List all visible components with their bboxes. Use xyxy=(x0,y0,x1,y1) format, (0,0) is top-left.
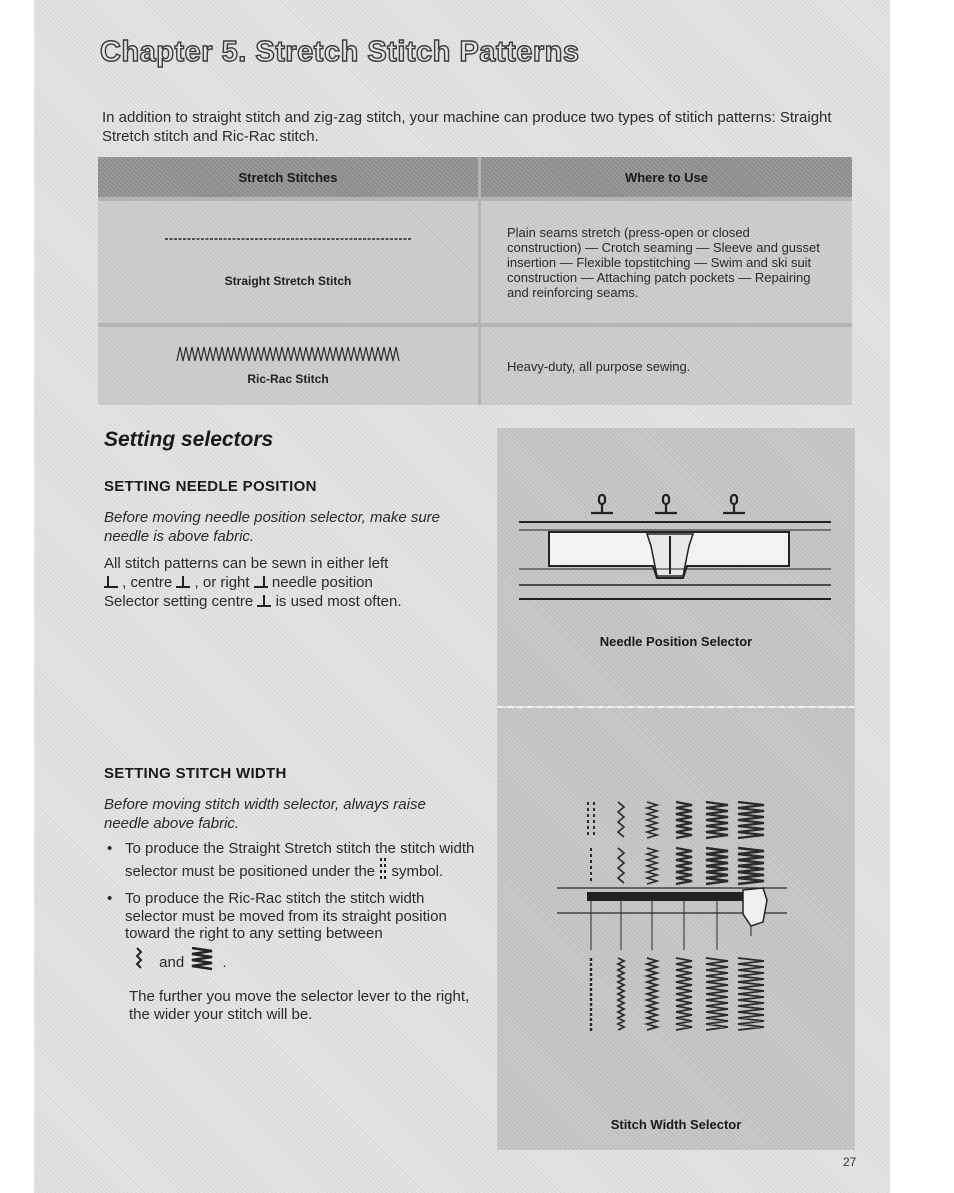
text-line: All stitch patterns can be sewn in either left xyxy=(104,555,389,572)
text-fragment: . xyxy=(222,953,227,971)
stitch-sample-cell xyxy=(98,325,480,405)
figure-caption: Needle Position Selector xyxy=(599,634,753,649)
needle-position-heading: SETTING NEEDLE POSITION xyxy=(104,478,317,495)
stitch-name: Straight Stretch Stitch xyxy=(224,274,352,288)
needle-centre-icon xyxy=(655,495,677,513)
text-fragment: needle position xyxy=(271,574,373,591)
needle-centre-icon xyxy=(257,593,271,608)
text-fragment: , centre xyxy=(122,574,173,591)
wide-zigzag-symbol-icon xyxy=(188,947,218,971)
stitch-width-heading: SETTING STITCH WIDTH xyxy=(104,765,287,782)
needle-selector-diagram xyxy=(497,428,855,706)
list-item xyxy=(104,840,476,880)
intro-paragraph: In addition to straight stitch and zig-zag stitch, your machine can produce two types of stitich patterns: Straight Stretch stitch and Ric-Rac stitch. xyxy=(102,109,832,145)
needle-left-icon xyxy=(591,495,613,513)
needle-position-note: Before moving needle position selector, make sure needle is above fabric. xyxy=(104,509,441,545)
needle-left-icon xyxy=(104,574,118,589)
page-number: 27 xyxy=(843,1155,857,1169)
straight-stretch-stitch-sample xyxy=(163,234,413,244)
table-header-stitches: Stretch Stitches xyxy=(98,157,480,199)
text-fragment: , or right xyxy=(194,574,250,591)
chapter-title: Chapter 5. Stretch Stitch Patterns xyxy=(100,36,580,68)
table-header-row xyxy=(98,157,852,199)
text-fragment: is used most often. xyxy=(275,593,402,610)
stretch-stitch-table xyxy=(98,157,852,405)
table-row xyxy=(98,325,852,405)
text-fragment: To produce the Straight Stretch stitch the stitch width selector must be positioned under the xyxy=(125,840,475,880)
needle-right-icon xyxy=(723,495,745,513)
bullet-icon: • xyxy=(107,840,113,857)
ric-rac-stitch-sample xyxy=(163,344,413,364)
text-fragment: symbol. xyxy=(391,862,444,880)
narrow-zigzag-symbol-icon xyxy=(125,947,155,971)
list-item xyxy=(104,890,476,971)
bullet-icon: • xyxy=(107,890,113,907)
needle-centre-icon xyxy=(176,574,190,589)
stitch-sample-cell xyxy=(98,199,480,325)
stitch-use-text: Plain seams stretch (press-open or closed construction) — Crotch seaming — Sleeve and gusset insertion — Flexible topstitching — Swim and ski suit construction — Attaching patch pockets — Repairing and reinforcing seams. xyxy=(480,199,853,325)
figure-caption: Stitch Width Selector xyxy=(610,1117,742,1132)
text-fragment: and xyxy=(159,953,185,971)
needle-position-paragraph xyxy=(104,554,468,611)
needle-right-icon xyxy=(254,574,268,589)
table-row xyxy=(98,199,852,325)
stitch-width-instructions xyxy=(104,840,476,981)
needle-position-selector-figure xyxy=(497,428,855,706)
stitch-use-text: Heavy-duty, all purpose sewing. xyxy=(480,325,853,405)
stitch-name: Ric-Rac Stitch xyxy=(247,372,329,386)
text-fragment: Selector setting centre xyxy=(104,593,254,610)
section-title: Setting selectors xyxy=(104,428,274,451)
stitch-width-selector-figure xyxy=(497,708,855,1150)
table-header-where-to-use: Where to Use xyxy=(480,157,853,199)
text-fragment: To produce the Ric-Rac stitch the stitch width selector must be moved from its straight position toward the right to any setting between xyxy=(125,890,447,942)
stitch-width-extra-note: The further you move the selector lever to the right, the wider your stitch will be. xyxy=(129,988,470,1023)
stitch-width-note: Before moving stitch width selector, always raise needle above fabric. xyxy=(104,796,426,832)
stitch-width-diagram xyxy=(497,708,855,1150)
straight-stretch-symbol-icon xyxy=(379,858,387,880)
